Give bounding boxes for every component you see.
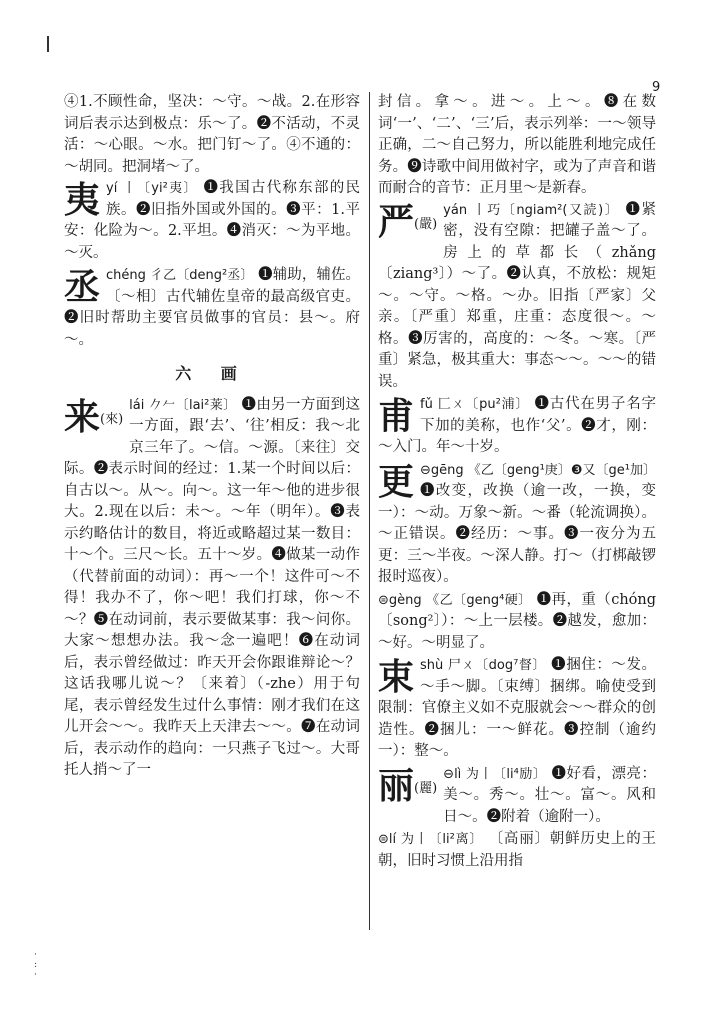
entry-pronunciation: chéng 彳乙〔deng²丞〕 [106,268,254,283]
entry-definition: ❶捆住：～发。～手～脚。〔束缚〕捆绑。喻使受到限制：官僚主义如不克服就会～～群众的创造性。❷捆儿：一～鲜花。❸控制（逾约一）：整～。 [378,657,657,759]
entry-definition: ❶改变，改换（逾一改，一换，变一）：～动。万象～新。～番（轮流调换）。～正错误。❷经历：～事。❸一夜分为五更：三～半夜。～深人静。打～（打梆敲锣报时巡夜）。 [378,483,656,585]
entry-definition: ❶辅助，辅佐。〔～相〕古代辅佐皇帝的最高级官吏。❷旧时帮助主要官员做事的官员：县～。府～。 [64,267,361,348]
entry-definition: ❶紧密，没有空隙：把罐子盖～了。房上的草都长（zhǎng〔ziang³〕）～了。❷认真，不放松：规矩～。～守。～格。～办。旧指〔严家〕父亲。〔严重〕郑重，庄重：态度很～。～格。❸厉害的，高度的：～冬。～寒。〔严重〕紧急，极其重大：事态～～。～～的错误。 [378,201,657,390]
entry-pronunciation: lái 𠂊𠂉〔lai²莱〕 [129,397,237,413]
entry-headword: 夷 [64,179,101,221]
dictionary-entry [64,265,360,351]
entry-headword: 严(嚴) [378,200,438,243]
scan-specks: · : · [34,950,38,980]
entry-headword: 束 [378,656,415,698]
entry-definition: ❶好看，漂亮：美～。秀～。壮～。富～。风和日～。❷附着（逾附一）。 [443,765,657,825]
entry-pronunciation: ⊖gēng 《乙〔geng¹庚〕❸又〔ge¹加〕 [420,462,656,478]
entry-headword: 甫 [378,395,415,437]
entry-definition: ❶再，重（chóng〔song²〕）：～上一层楼。❷越发，愈加：～好。～明显了。 [378,591,657,651]
entry-headword: 丽(麗) [378,764,438,807]
entry-pronunciation: shù 尸ㄨ〔dog⁷督〕 [420,658,546,673]
dictionary-subentry [378,590,656,655]
entry-definition: ❶我国古代称东部的民族。❷旧指外国或外国的。❸平：1.平安：化险为～。2.平坦。❹消灭：～为平地。～灭。 [64,180,360,261]
section-heading: 六 画 [175,364,249,383]
entry-definition: 〔高丽〕朝鲜历史上的王朝，旧时习惯上沿用指 [378,831,657,869]
entry-definition: ❶由另一方面到这一方面，跟‘去’、‘往’相反：我～北京三年了。～信。～源。〔来往〕交际。❷表示时间的经过：1.某一个时间以后：自古以～。从～。向～。这一年～他的进步很大。2.现在以后：未～。～年（明年）。❸表示约略估计的数目，将近或略超过某一数目：十～个。三尺～长。五十～岁。❹做某一动作（代替前面的动词）：再～一个！这件可～不得！我办不了，你～吧！我们打球，你～不～？❺在动词前，表示要做某事：我～问你。大家～想想办法。我～念一遍吧！❻在动词后，表示曾经做过：昨天开会你跟谁辩论～？这话我哪儿说～？〔来着〕（-zhe）用于句尾，表示曾经发生过什么事情：刚才我们在这儿开会～～。我昨天上天津去～～。❼在动词后，表示动作的趋向：一只燕子飞过～。大哥托人捎～了一 [64,396,361,778]
continued-text: 封信。拿～。进～。上～。❽在数词‘一’、‘二’、‘三’后，表示列举：一～领导正确，二～自己努力，所以能胜利地完成任务。❾诗歌中间用做衬字，或为了声音和谐而耐合的音节：正月里～是新春。 [378,94,656,196]
dictionary-entry [378,655,656,763]
entry-pronunciation: ⊜gèng 《乙〔geng⁴硬〕 [378,592,532,608]
entry-traditional-form: (來) [100,411,124,427]
entry-headword: 来(來) [64,395,124,438]
dictionary-entry [378,394,656,459]
dictionary-entry [378,460,656,589]
continued-text: ④1.不顾性命，坚决：～守。～战。2.在形容词后表示达到极点：乐～了。❷不活动，不灵活：～心眼。～水。把门钉～了。④不通的：～胡同。把洞堵～了。 [64,94,360,175]
entry-pronunciation: yán 丨巧〔ngiam²(又読)〕 [443,202,620,218]
entry-traditional-form: (嚴) [414,216,438,232]
dictionary-entry [64,395,360,782]
dictionary-subentry [378,829,656,872]
dictionary-entry [378,764,656,829]
page-number: 9 [652,80,661,95]
column-divider [369,92,370,930]
entry-pronunciation: ⊜lí 为丨〔li²离〕 [378,832,484,847]
dictionary-entry [378,200,656,394]
entry-pronunciation: fǔ 匚ㄨ〔pu²浦〕 [420,397,530,412]
dictionary-entry [64,178,360,264]
entry-pronunciation: yí 丨〔yi²夷〕 [106,181,198,196]
binder-mark [47,36,49,52]
entry-pronunciation: ⊖lì 为丨〔li⁴励〕 [443,766,547,782]
entry-headword: 更 [378,460,415,503]
entry-headword: 丞 [64,266,101,308]
entry-definition: ❶古代在男子名字下加的美称，也作‘父’。❷才，刚：～入门。年～十岁。 [378,396,656,455]
right-column [378,92,656,873]
entry-traditional-form: (麗) [414,780,438,796]
left-column [64,92,360,783]
